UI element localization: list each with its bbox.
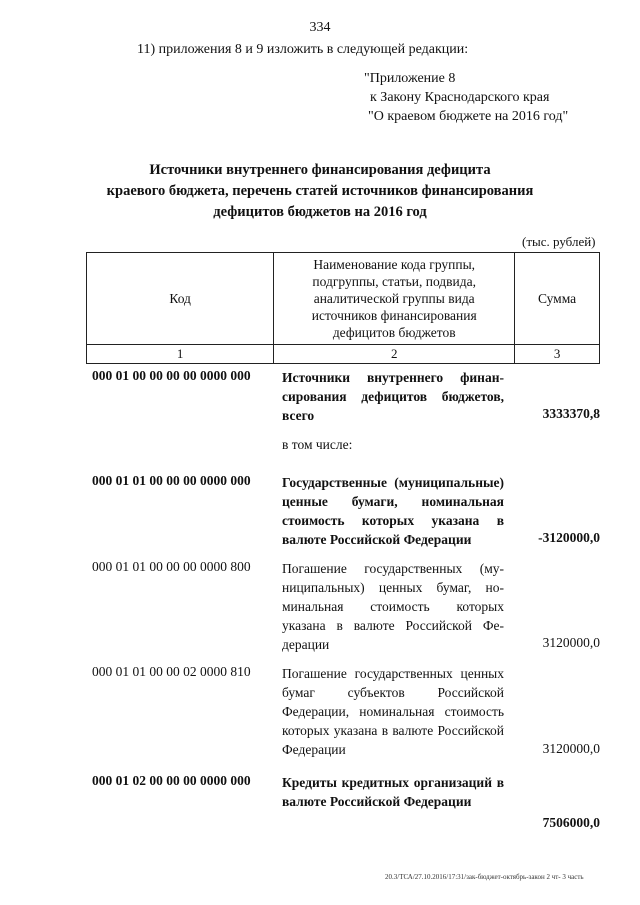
footer-file-reference: 20.3/ТСА/27.10.2016/17:31/зак-бюджет-октябрь-закон 2 чт- 3 часть [385,873,584,881]
table-header [86,252,600,364]
row-sum: 3120000,0 [542,741,600,756]
appendix-reference [364,69,568,126]
units-label: (тыс. рублей) [522,234,596,249]
header-sum: Сумма [515,253,600,345]
document-title [100,160,540,223]
appendix-line-2: к Закону Краснодарского края [370,90,550,105]
row-code: 000 01 01 00 00 00 0000 800 [92,559,251,574]
row-code: 000 01 00 00 00 00 0000 000 [92,368,251,383]
header-name: Наименование кода группы, подгруппы, статьи, подвида, аналитической группы вида источников финансирования дефицитов бюджетов [274,253,515,345]
header-col-3: 3 [515,345,600,364]
row-code: 000 01 01 00 00 00 0000 000 [92,473,251,488]
row-name: Источники внутреннего финансирования дефицитов бюджетов, всего [282,370,504,423]
header-col-2: 2 [274,345,515,364]
row-name: Кредиты кредитных организаций в валюте Российской Федерации [282,775,504,809]
row-name: Погашение государственных ценных бумаг субъектов Российской Федерации, номинальная стоимость которых указана в валюте Российской Федерации [282,666,504,757]
amendment-instruction: 11) приложения 8 и 9 изложить в следующей редакции: [137,42,469,57]
row-sum: -3120000,0 [538,530,600,545]
row-sum: 7506000,0 [542,815,600,830]
row-sum: 3120000,0 [542,635,600,650]
header-code: Код [87,253,274,345]
row-name: Погашение государственных (муниципальных) ценных бумаг, номинальная стоимость которых указана в валюте Российской Федерации [282,561,504,652]
page-number: 334 [309,20,331,35]
row-sum: 3333370,8 [542,406,600,421]
row-code: 000 01 01 00 00 02 0000 810 [92,664,251,679]
header-col-1: 1 [87,345,274,364]
title-line-2: краевого бюджета, перечень статей источников финансирования [106,183,534,199]
row-name: в том числе: [282,437,353,452]
title-line-1: Источники внутреннего финансирования дефицита [149,162,491,178]
row-name: Государственные (муниципальные) ценные бумаги, номинальная стоимость которых указана в валюте Российской Федерации [282,475,504,547]
appendix-line-1: "Приложение 8 [364,71,456,86]
title-line-3: дефицитов бюджетов на 2016 год [213,204,427,220]
appendix-line-3: "О краевом бюджете на 2016 год" [368,109,569,124]
row-code: 000 01 02 00 00 00 0000 000 [92,773,251,788]
